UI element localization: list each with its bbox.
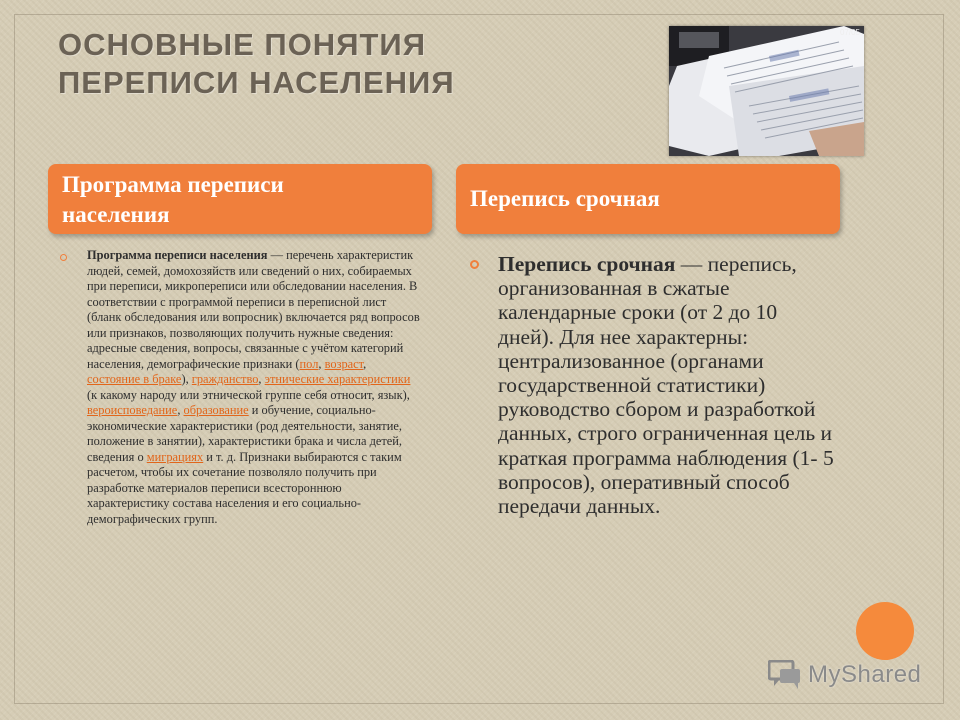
title-line-1: ОСНОВНЫЕ ПОНЯТИЯ (58, 27, 426, 62)
slide-title (58, 26, 578, 102)
link-religion[interactable]: вероисповедание (87, 403, 178, 417)
tab-census-program-line-1: Программа переписи (62, 172, 284, 197)
census-program-definition (87, 248, 422, 527)
urgent-census-definition (498, 252, 838, 518)
separator: , (318, 356, 325, 371)
tab-urgent-census (456, 164, 840, 234)
definition-text: и т. д. Признаки выбираются с таким расчетом, чтобы их сочетание позволяло получить при разработке материалов переписи всестороннюю характеристику состава населения и его социально-демографических групп. (87, 449, 402, 526)
definition-text: , (177, 403, 184, 417)
photo-watermark: 07/05 (839, 28, 860, 37)
link-migration[interactable]: миграциях (146, 449, 204, 464)
myshared-logo-text: MyShared (808, 661, 922, 688)
link-age[interactable]: возраст (324, 356, 364, 371)
census-program-term: Программа переписи населения (87, 248, 268, 262)
link-sex[interactable]: пол (299, 356, 319, 371)
urgent-census-term: Перепись срочная (498, 252, 676, 276)
bullet-icon (60, 254, 67, 261)
link-marital-status[interactable]: состояние в браке (87, 372, 182, 386)
tab-census-program (48, 164, 432, 234)
link-education[interactable]: образование (183, 403, 249, 417)
urgent-census-text: — перепись, организованная в сжатые календарные сроки (от 2 до 10 дней). Для нее характерны: централизованное (органами государственной статистики) руководство сбором и разработкой данных, строго ограниченная цель и краткая программа наблюдения (1- 5 вопросов), оперативный способ передачи данных. (498, 252, 834, 519)
definition-text: — перечень характеристик людей, семей, домохозяйств или сведений о них, собираемых при переписи, микропереписи или обследовании населения. В соответствии с программой переписи в переписной лист (бланк обследования или вопросник) включается ряд вопросов или признаков, позволяющих получить нужные сведения: адресные сведения, вопросы, связанные с учётом категорий населения, демографические признаки ( (87, 248, 420, 371)
myshared-logo (768, 655, 921, 695)
myshared-logo-icon (768, 660, 802, 690)
bullet-icon (470, 260, 479, 269)
decorative-orange-circle (856, 602, 914, 660)
separator: , (363, 356, 367, 371)
tab-census-program-line-2: населения (62, 202, 170, 227)
tab-urgent-census-label: Перепись срочная (470, 186, 660, 211)
title-line-2: ПЕРЕПИСИ НАСЕЛЕНИЯ (58, 65, 455, 100)
definition-text: ), (181, 372, 192, 386)
census-forms-photo (669, 26, 864, 156)
link-ethnic-characteristics[interactable]: этнические характеристики (264, 372, 411, 386)
definition-text: и обучение, социально-экономические характеристики (род деятельности, занятие, положение в занятии), характеристики брака и числа детей, сведения о (87, 403, 403, 464)
definition-text: (к какому народу или этнической группе себя относит, язык), (87, 387, 410, 402)
separator: , (258, 372, 265, 386)
link-citizenship[interactable]: гражданство (191, 372, 259, 386)
